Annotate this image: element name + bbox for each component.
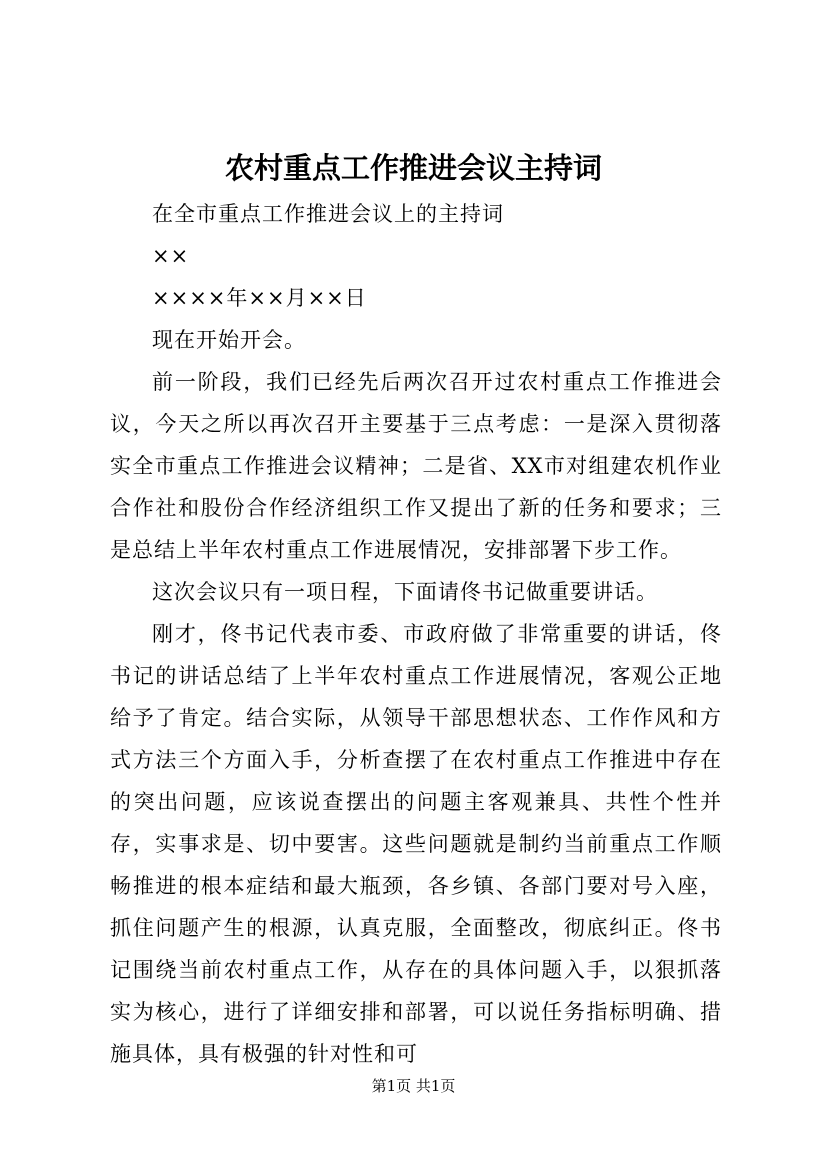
paragraph-background: 前一阶段，我们已经先后两次召开过农村重点工作推进会议，今天之所以再次召开主要基于三点考虑：一是深入贯彻落实全市重点工作推进会议精神；二是省、XX市对组建农机作业合作社和股份合作经济组织工作又提出了新的任务和要求；三是总结上半年农村重点工作进展情况，安排部署下步工作。 [110, 370, 722, 562]
paragraph-summary: 刚才，佟书记代表市委、市政府做了非常重要的讲话，佟书记的讲话总结了上半年农村重点工作进展情况，客观公正地给予了肯定。结合实际，从领导干部思想状态、工作作风和方式方法三个方面入手，分析查摆了在农村重点工作推进中存在的突出问题，应该说查摆出的问题主客观兼具、共性个性并存，实事求是、切中要害。这些问题就是制约当前重点工作顺畅推进的根本症结和最大瓶颈，各乡镇、各部门要对号入座，抓住问题产生的根源，认真克服，全面整改，彻底纠正。佟书记围绕当前农村重点工作，从存在的具体问题入手，以狠抓落实为核心，进行了详细安排和部署，可以说任务指标明确、措施具体，具有极强的针对性和可 [110, 622, 722, 1066]
page-footer: 第1页 共1页 [371, 1077, 456, 1095]
paragraph-agenda: 这次会议只有一项日程，下面请佟书记做重要讲话。 [152, 580, 658, 604]
document-title: 农村重点工作推进会议主持词 [224, 151, 602, 185]
paragraph-opening: 现在开始开会。 [152, 328, 306, 352]
paragraph-speaker: ×× [152, 244, 190, 268]
document-body [110, 193, 722, 1075]
paragraph-date: ××××年××月××日 [152, 286, 367, 310]
paragraph-subtitle: 在全市重点工作推进会议上的主持词 [152, 202, 504, 226]
